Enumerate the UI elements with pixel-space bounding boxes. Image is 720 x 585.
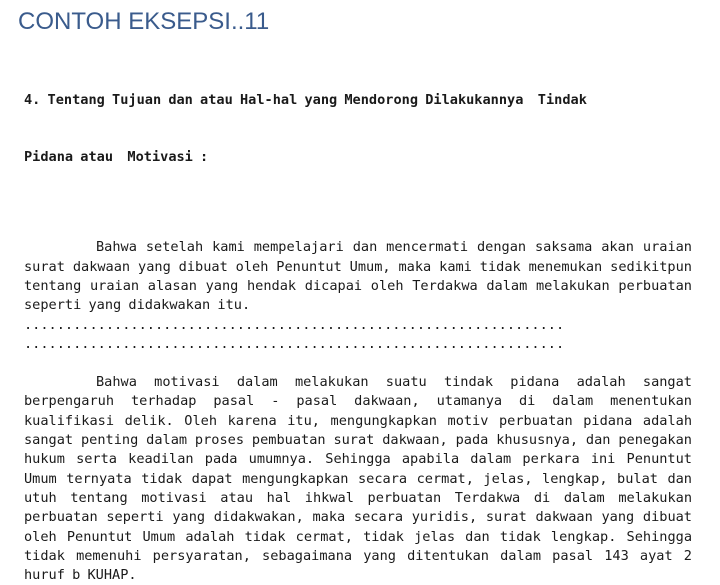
paragraph-1	[24, 238, 692, 315]
paragraph-1-text: Bahwa setelah kami mempelajari dan mencermati dengan saksama akan uraian surat dakwaan yang dibuat oleh Penuntut Umum, maka kami tidak menemukan sedikitpun tentang uraian alasan yang hendak dicapai oleh Terdakwa dalam melakukan perbuatan seperti yang didakwakan itu.	[24, 239, 692, 314]
paragraph-2-text: Bahwa motivasi dalam melakukan suatu tindak pidana adalah sangat berpengaruh terhadap pasal - pasal dakwaan, utamanya di dalam menentukan kualifikasi delik. Oleh karena itu, mengungkapkan motiv perbuatan pidana adalah sangat penting dalam proses pembuatan surat dakwaan, pada khususnya, dan penegakan hukum serta keadilan pada umumnya. Sehingga apabila dalam perkara ini Penuntut Umum ternyata tidak dapat mengungkapkan secara cermat, jelas, lengkap, bulat dan utuh tentang motivasi atau hal ihkwal perbuatan Terdakwa di dalam melakukan perbuatan seperti yang didakwakan, maka secara yuridis, surat dakwaan yang dibuat oleh Penuntut Umum adalah tidak cermat, tidak jelas dan tidak lengkap. Sehingga tidak memenuhi persyaratan, sebagaimana yang ditentukan dalam pasal 143 ayat 2 huruf b KUHAP.	[24, 374, 692, 584]
section-heading-line-1: 4. Tentang Tujuan dan atau Hal-hal yang Mendorong Dilakukannya Tindak	[24, 91, 587, 108]
spacer	[24, 206, 692, 238]
dotted-line-2: ..................................................................	[24, 335, 565, 352]
dotted-line-1: ..................................................................	[24, 316, 565, 333]
document-body	[24, 52, 692, 585]
section-heading-line-2: Pidana atau Motivasi :	[24, 149, 209, 166]
paragraph-2	[24, 373, 692, 585]
spacer	[24, 354, 692, 373]
slide-title: CONTOH EKSEPSI..11	[18, 8, 270, 35]
section-heading	[24, 52, 692, 206]
